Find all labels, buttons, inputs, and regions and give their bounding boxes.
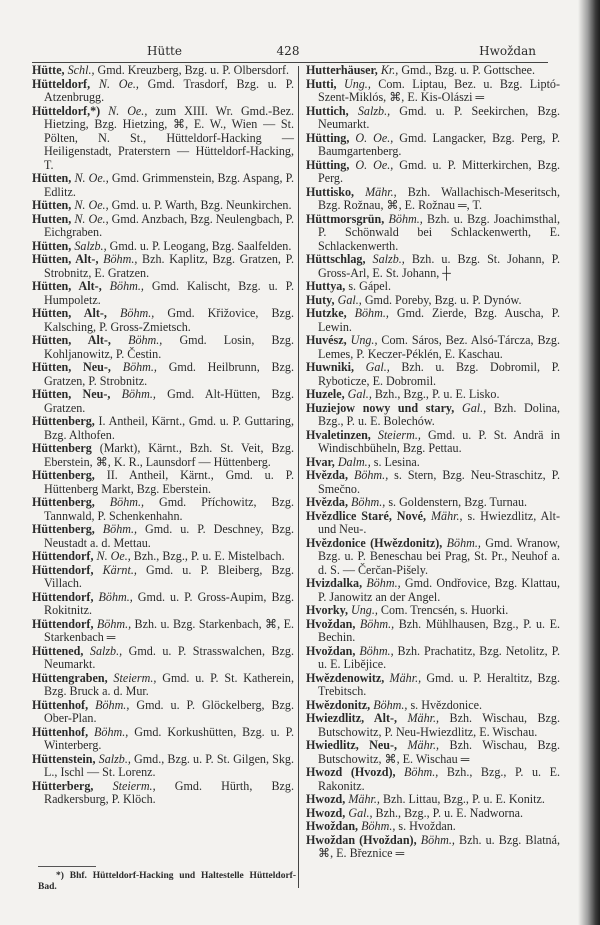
entry-region: Kr., — [380, 63, 399, 77]
entry-region: Böhm., — [128, 333, 163, 347]
gazetteer-entry — [32, 78, 294, 105]
entry-text: Bzh., Bzg., P. u. E. Rakonitz. — [318, 765, 560, 793]
entry-region: Steierm., — [113, 670, 157, 685]
entry-text: I. Antheil, Kärnt., Gmd. u. P. Guttaring, Bzg. Althofen. — [44, 414, 294, 442]
gazetteer-entry — [32, 213, 294, 240]
entry-text: s. Stern, Bzg. Neu-Straschitz, P. Smečno. — [318, 468, 561, 496]
entry-text: s. Hvězdonice. — [407, 697, 483, 712]
entry-headword: Huwniki, — [306, 360, 355, 374]
gazetteer-entry — [306, 834, 560, 861]
entry-headword: Huttya, — [306, 279, 346, 293]
entry-region: Steierm., — [377, 427, 421, 442]
entry-headword: Hüttenberg, — [32, 495, 95, 509]
gazetteer-entry — [306, 699, 560, 713]
entry-text: Bzh. Wischau, Bzg. Butschowitz, ⌘, E. Wischau ═ — [318, 738, 560, 766]
entry-headword: Huvész, — [306, 333, 347, 347]
entry-region: N. Oe., — [96, 549, 131, 563]
gazetteer-entry — [32, 415, 294, 442]
footnote: *) Bhf. Hütteldorf-Hacking und Haltestelle Hütteldorf-Bad. — [38, 871, 296, 892]
entry-text: Bzh. Littau, Bzg., P. u. E. Konitz. — [379, 792, 545, 806]
entry-text: Bzh. Dolina, Bzg., P. u. E. Bolechów. — [318, 400, 560, 428]
gazetteer-entry — [32, 388, 294, 415]
entry-text: s. Goldenstern, Bzg. Turnau. — [385, 495, 528, 509]
entry-text: Gmd. Zierde, Bzg. Auscha, P. Lewin. — [318, 306, 560, 334]
entry-text: Gmd. u. P. Deschney, Bzg. Neustadt a. d. Mettau. — [44, 522, 294, 550]
gazetteer-entry — [306, 469, 560, 496]
entry-text: Gmd. Alt-Hütten, Bzg. Gratzen. — [44, 387, 294, 415]
entry-headword: Hwězdonitz, — [306, 697, 371, 712]
entry-text: Gmd. Korkushütten, Bzg. u. P. Winterberg. — [44, 724, 295, 752]
entry-text: Gmd., Bzg. u. P. Gottschee. — [398, 63, 536, 77]
entry-region: Kärnt., — [102, 562, 137, 577]
entry-text: s. Gápel. — [345, 279, 391, 293]
entry-region: Gal., — [348, 805, 373, 820]
entry-headword: Hütting, — [306, 130, 350, 145]
entry-text: Gmd. Ondřovice, Bzg. Klattau, P. Janowitz an der Angel. — [318, 576, 560, 604]
gazetteer-entry — [306, 807, 560, 821]
entry-region: Böhm., — [359, 616, 395, 631]
entry-headword: Hüttenhof, — [32, 697, 89, 712]
entry-headword: Hütten, Alt-, — [32, 333, 111, 347]
entry-region: Böhm., — [404, 765, 439, 779]
gazetteer-entry — [306, 510, 560, 537]
entry-region: Mähr., — [407, 711, 440, 725]
gazetteer-entry — [306, 739, 560, 766]
gazetteer-entry — [306, 213, 560, 254]
entry-text: Gmd. Hürth, Bzg. Radkersburg, P. Klöch. — [44, 778, 294, 806]
entry-headword: Huttisko, — [306, 184, 355, 199]
gazetteer-entry — [32, 442, 294, 469]
left-column — [32, 64, 294, 807]
entry-region: Böhm., — [103, 252, 138, 266]
entry-region: Gal., — [365, 360, 390, 374]
entry-region: Böhm., — [420, 832, 455, 847]
running-header — [30, 44, 548, 62]
entry-text: Bzh. Mühlhausen, Bzg., P. u. E. Bechin. — [318, 616, 560, 644]
gazetteer-entry — [32, 334, 294, 361]
entry-region: Böhm., — [109, 495, 145, 509]
entry-headword: Hutzke, — [306, 306, 347, 320]
entry-headword: Huziejow nowy und stary, — [306, 400, 455, 415]
entry-region: N. Oe., — [74, 198, 109, 212]
entry-headword: Hüttschlag, — [306, 252, 366, 266]
entry-headword: Hüttenberg, — [32, 468, 95, 482]
entry-headword: Hüttenstein, — [32, 751, 96, 766]
entry-region: Böhm., — [388, 211, 423, 226]
gazetteer-entry — [306, 361, 560, 388]
entry-region: Salzb., — [98, 751, 131, 766]
gazetteer-entry — [306, 793, 560, 807]
gazetteer-entry — [306, 604, 560, 618]
gazetteer-entry — [32, 496, 294, 523]
entry-headword: Hüttendorf, — [32, 549, 94, 563]
entry-headword: Hütten, — [32, 198, 72, 212]
gazetteer-entry — [306, 307, 560, 334]
entry-text: II. Antheil, Kärnt., Gmd. u. P. Hüttenberg Markt, Bzg. Eberstein. — [44, 468, 294, 496]
gazetteer-entry — [306, 402, 560, 429]
gazetteer-entry — [32, 780, 294, 807]
entry-headword: Hvoždan, — [306, 616, 356, 631]
gazetteer-entry — [32, 280, 294, 307]
entry-headword: Hwoždan (Hvoždan), — [306, 832, 417, 847]
gazetteer-entry — [306, 429, 560, 456]
entry-region: O. Oe., — [355, 130, 394, 145]
gazetteer-entry — [306, 388, 560, 402]
gazetteer-entry — [306, 105, 560, 132]
entry-text: Bzh. u. Bzg. Starkenbach, ⌘, E. Starkenbach ═ — [44, 616, 294, 644]
gazetteer-entry — [306, 645, 560, 672]
entry-text: Gmd. Příchowitz, Bzg. Tannwald, P. Schenkenhahn. — [44, 495, 294, 523]
entry-text: (Markt), Kärnt., Bzh. St. Veit, Bzg. Eberstein, ⌘, K. R., Launsdorf — Hüttenberg. — [44, 441, 294, 469]
gazetteer-entry — [32, 199, 294, 213]
entry-region: Böhm., — [96, 616, 132, 631]
entry-headword: Hütten, Alt-, — [32, 306, 107, 320]
entry-region: Salzb., — [89, 643, 123, 658]
gazetteer-entry — [32, 618, 294, 645]
entry-text: Com. Liptau, Bez. u. Bzg. Liptó-Szent-Miklós, ⌘, E. Kis-Olászi ═ — [318, 76, 561, 104]
entry-text: Gmd., Bzg. u. P. St. Gilgen, Skg. L., Ischl — St. Lorenz. — [44, 751, 294, 779]
entry-region: Böhm., — [121, 387, 156, 401]
entry-region: Böhm., — [94, 724, 129, 739]
entry-text: Gmd. Wranow, Bzg. u. P. Beneschau bei Prag, St. Pr., Neuhof a. d. S. — Čerčan-Pišely. — [318, 535, 560, 577]
entry-headword: Hvězdlice Staré, Nové, — [306, 508, 427, 523]
entry-region: Salzb., — [74, 238, 107, 253]
gazetteer-entry — [306, 280, 560, 294]
entry-headword: Hutti, — [306, 76, 337, 91]
entry-text: Gmd. u. P. Warth, Bzg. Neunkirchen. — [108, 198, 292, 212]
entry-headword: Hütte, — [32, 63, 65, 77]
entry-text: Gmd. Grimmenstein, Bzg. Aspang, P. Edlitz. — [44, 171, 295, 199]
entry-region: Mähr., — [348, 792, 380, 806]
gazetteer-entry — [306, 672, 560, 699]
entry-headword: Hvězda, — [306, 468, 348, 482]
entry-text: Gmd. u. P. Gross-Aupim, Bzg. Rokitnitz. — [44, 589, 294, 617]
entry-headword: Hütten, Alt-, — [32, 252, 99, 266]
entry-headword: Hüttendorf, — [32, 589, 94, 604]
entry-text: Gmd. Heilbrunn, Bzg. Gratzen, P. Strobnitz. — [44, 360, 294, 388]
gazetteer-entry — [306, 618, 560, 645]
entry-text: Bzh., Bzg., P. u. E. Nadworna. — [372, 805, 524, 820]
page-number: 428 — [276, 44, 300, 58]
entry-headword: Huty, — [306, 292, 335, 307]
entry-region: Mähr., — [430, 508, 463, 523]
entry-region: Böhm., — [373, 697, 408, 712]
entry-text: Com. Sáros, Bez. Alsó-Tárcza, Bzg. Lemes, P. Keczer-Péklén, E. Kaschau. — [318, 333, 560, 361]
gazetteer-entry — [32, 469, 294, 496]
entry-region: Ung., — [350, 333, 378, 347]
gazetteer-entry — [306, 253, 560, 280]
entry-region: Böhm., — [102, 522, 138, 536]
entry-headword: Hüttmorsgrün, — [306, 211, 385, 226]
entry-text: Gmd. u. P. St. Katherein, Bzg. Bruck a. d. Mur. — [44, 670, 294, 698]
gazetteer-entry — [32, 726, 294, 753]
gazetteer-entry — [306, 64, 560, 78]
entry-text: zum XIII. Wr. Gmd.-Bez. Hietzing, Bzg. Hietzing, ⌘, E. W., Wien — St. Pölten, N. St., Hütteldorf-Hacking — Heiligenstadt, Praterstern — Hütteldorf-Hacking, T. — [44, 103, 295, 172]
entry-headword: Hvaletinzen, — [306, 427, 371, 442]
entry-region: Steierm., — [112, 778, 156, 793]
entry-text: Gmd. Langacker, Bzg. Perg, P. Baumgartenberg. — [318, 130, 560, 158]
entry-text: Gmd. Anzbach, Bzg. Neulengbach, P. Eichgraben. — [44, 211, 295, 239]
entry-headword: Hwiedlitz, Neu-, — [306, 738, 398, 752]
entry-headword: Huttich, — [306, 103, 349, 118]
entry-text: Bzh. Prachatitz, Bzg. Netolitz, P. u. E. Libějice. — [318, 643, 561, 671]
entry-text: s. Lesina. — [370, 454, 420, 469]
column-divider — [298, 66, 299, 888]
gazetteer-entry — [32, 645, 294, 672]
entry-text: Bzh. Wischau, Bzg. Butschowitz, P. Neu-Hwiezdlitz, E. Wischau. — [318, 711, 560, 739]
footnote-rule — [38, 866, 96, 867]
entry-text: Gmd. Losin, Bzg. Kohljanowitz, P. Čestin. — [44, 333, 294, 361]
entry-headword: Hüttendorf, — [32, 616, 94, 631]
entry-text: Bzh. u. Bzg. Dobromil, P. Ryboticze, E. Dobromil. — [318, 360, 560, 388]
entry-headword: Hüttendorf, — [32, 562, 94, 577]
entry-text: Gmd. u. P. Bleiberg, Bzg. Villach. — [44, 562, 294, 590]
entry-headword: Hüttenberg — [32, 441, 92, 455]
entry-headword: Hüttenberg, — [32, 414, 95, 428]
entry-text: Gmd. Kreuzberg, Bzg. u. P. Olbersdorf. — [94, 63, 290, 77]
entry-region: Mähr., — [389, 670, 422, 685]
entry-text: Bzh. u. Bzg. St. Johann, P. Gross-Arl, E. St. Johann, ┼ — [318, 252, 560, 280]
entry-text: Bzh., Bzg., P. u. E. Lisko. — [371, 387, 500, 401]
gazetteer-entry — [306, 577, 560, 604]
gazetteer-entry — [32, 105, 294, 173]
entry-headword: Hvizdalka, — [306, 576, 363, 590]
entry-text: Gmd. Poreby, Bzg. u. P. Dynów. — [361, 292, 522, 307]
entry-text: s. Hwiezdlitz, Alt- und Neu-. — [318, 508, 560, 536]
entry-region: Ung., — [351, 603, 378, 617]
entry-headword: Hütten, — [32, 171, 72, 185]
gazetteer-entry — [32, 550, 294, 564]
entry-text: Bzh., Bzg., P. u. E. Mistelbach. — [130, 549, 285, 563]
entry-headword: Huzele, — [306, 387, 345, 401]
entry-region: Böhm., — [446, 535, 481, 550]
entry-headword: Hwězdenowitz, — [306, 670, 385, 685]
entry-headword: Hüttenberg, — [32, 522, 95, 536]
entry-headword: Hüttengraben, — [32, 670, 108, 685]
entry-region: Dalm., — [337, 454, 371, 469]
entry-text: Gmd. u. P. Seekirchen, Bzg. Neumarkt. — [318, 103, 560, 131]
entry-region: Böhm., — [366, 576, 401, 590]
entry-headword: Hwozd, — [306, 805, 346, 820]
entry-region: Gal., — [347, 387, 372, 401]
entry-region: N. Oe., — [108, 103, 148, 118]
gazetteer-entry — [32, 64, 294, 78]
entry-region: Böhm., — [120, 306, 155, 320]
entry-text: Gmd. u. P. Heraltitz, Bzg. Trebitsch. — [318, 670, 561, 698]
gazetteer-entry — [306, 537, 560, 578]
gazetteer-entry — [306, 159, 560, 186]
gazetteer-entry — [32, 699, 294, 726]
entry-headword: Hütterberg, — [32, 778, 94, 793]
entry-region: Salzb., — [357, 103, 391, 118]
entry-region: Böhm., — [351, 495, 386, 509]
entry-headword: Hütteldorf,*) — [32, 103, 101, 118]
gazetteer-entry — [306, 334, 560, 361]
header-right-word: Hwoždan — [479, 44, 536, 58]
page-edge-shadow — [578, 0, 600, 925]
entry-text: Gmd. u. P. Strasswalchen, Bzg. Neumarkt. — [44, 643, 294, 671]
entry-headword: Hütten, Neu-, — [32, 360, 111, 374]
gazetteer-entry — [32, 591, 294, 618]
entry-region: N. Oe., — [74, 211, 109, 226]
gazetteer-entry — [306, 78, 560, 105]
entry-region: Gal., — [462, 400, 487, 415]
entry-region: Salzb., — [372, 252, 405, 266]
entry-text: Gmd. u. P. Glöckelberg, Bzg. Ober-Plan. — [44, 697, 294, 725]
gazetteer-entry — [306, 294, 560, 308]
right-column — [306, 64, 560, 861]
entry-headword: Hwozd, — [306, 792, 346, 806]
entry-region: O. Oe., — [355, 157, 394, 172]
gazetteer-entry — [306, 766, 560, 793]
entry-headword: Hütten, Alt-, — [32, 279, 102, 293]
entry-region: Böhm., — [353, 468, 389, 482]
entry-headword: Hütting, — [306, 157, 350, 172]
gazetteer-entry — [32, 240, 294, 254]
entry-headword: Hütten, — [32, 238, 72, 253]
entry-region: Mähr., — [365, 184, 397, 199]
entry-text: s. Hvoždan. — [395, 819, 456, 833]
entry-region: Böhm., — [95, 697, 130, 712]
gazetteer-entry — [32, 307, 294, 334]
entry-text: Gmd. u. P. Leogang, Bzg. Saalfelden. — [106, 238, 292, 253]
entry-headword: Hwiezdlitz, Alt-, — [306, 711, 398, 725]
entry-headword: Hütteldorf, — [32, 76, 91, 91]
entry-headword: Hvězdonice (Hwězdonitz), — [306, 535, 443, 550]
entry-region: N. Oe., — [98, 76, 139, 91]
entry-headword: Hüttened, — [32, 643, 84, 658]
gazetteer-entry — [32, 672, 294, 699]
entry-headword: Hvězda, — [306, 495, 348, 509]
entry-text: Gmd. Kalischt, Bzg. u. P. Humpoletz. — [44, 279, 295, 307]
entry-region: Böhm., — [98, 589, 133, 604]
entry-region: Böhm., — [359, 643, 394, 658]
entry-region: Böhm., — [361, 819, 396, 833]
entry-text: Gmd. u. P. Mitterkirchen, Bzg. Perg. — [318, 157, 561, 185]
entry-region: Böhm., — [354, 306, 389, 320]
entry-headword: Hüttenhof, — [32, 724, 89, 739]
entry-text: Com. Trencsén, s. Huorki. — [377, 603, 509, 617]
entry-text: Bzh. u. Bzg. Blatná, ⌘, E. Březnice ═ — [318, 832, 560, 860]
gazetteer-entry — [306, 820, 560, 834]
gazetteer-entry — [306, 712, 560, 739]
entry-headword: Hwoždan, — [306, 819, 359, 833]
entry-region: Böhm., — [109, 279, 144, 293]
entry-headword: Hütten, Neu-, — [32, 387, 111, 401]
gazetteer-entry — [32, 361, 294, 388]
gazetteer-entry — [306, 496, 560, 510]
gazetteer-entry — [32, 753, 294, 780]
entry-region: N. Oe., — [74, 171, 109, 185]
entry-headword: Hwozd (Hvozd), — [306, 765, 396, 779]
gazetteer-entry — [32, 523, 294, 550]
entry-region: Gal., — [337, 292, 362, 307]
gazetteer-entry — [306, 456, 560, 470]
entry-text: Bzh. u. Bzg. Joachimsthal, P. Schönwald bei Schlackenwerth, E. Schlackenwerth. — [318, 211, 560, 253]
gazetteer-entry — [32, 253, 294, 280]
entry-region: Ung., — [343, 76, 371, 91]
gazetteer-entry — [306, 132, 560, 159]
entry-headword: Hvoždan, — [306, 643, 356, 658]
entry-text: Gmd. Křižovice, Bzg. Kalsching, P. Gross-Zmietsch. — [44, 306, 294, 334]
entry-text: Bzh. Wallachisch-Meseritsch, Bzg. Rožnau, ⌘, E. Rožnau ═, T. — [318, 184, 560, 212]
gazetteer-entry — [306, 186, 560, 213]
entry-region: Mähr., — [407, 738, 440, 752]
entry-headword: Hvar, — [306, 454, 335, 469]
entry-headword: Hutten, — [32, 211, 72, 226]
entry-headword: Hvorky, — [306, 603, 348, 617]
entry-region: Böhm., — [122, 360, 157, 374]
gazetteer-entry — [32, 564, 294, 591]
entry-text: Gmd. u. P. St. Andrä in Windischbüheln, Bzg. Pettau. — [318, 427, 560, 455]
entry-headword: Hutterhäuser, — [306, 63, 378, 77]
gazetteer-entry — [32, 172, 294, 199]
header-left-word: Hütte — [147, 44, 182, 58]
entry-text: Gmd. Trasdorf, Bzg. u. P. Atzenbrugg. — [44, 76, 294, 104]
entry-region: Schl., — [67, 63, 95, 77]
entry-text: Bzh. Kaplitz, Bzg. Gratzen, P. Strobnitz, E. Gratzen. — [44, 252, 294, 280]
